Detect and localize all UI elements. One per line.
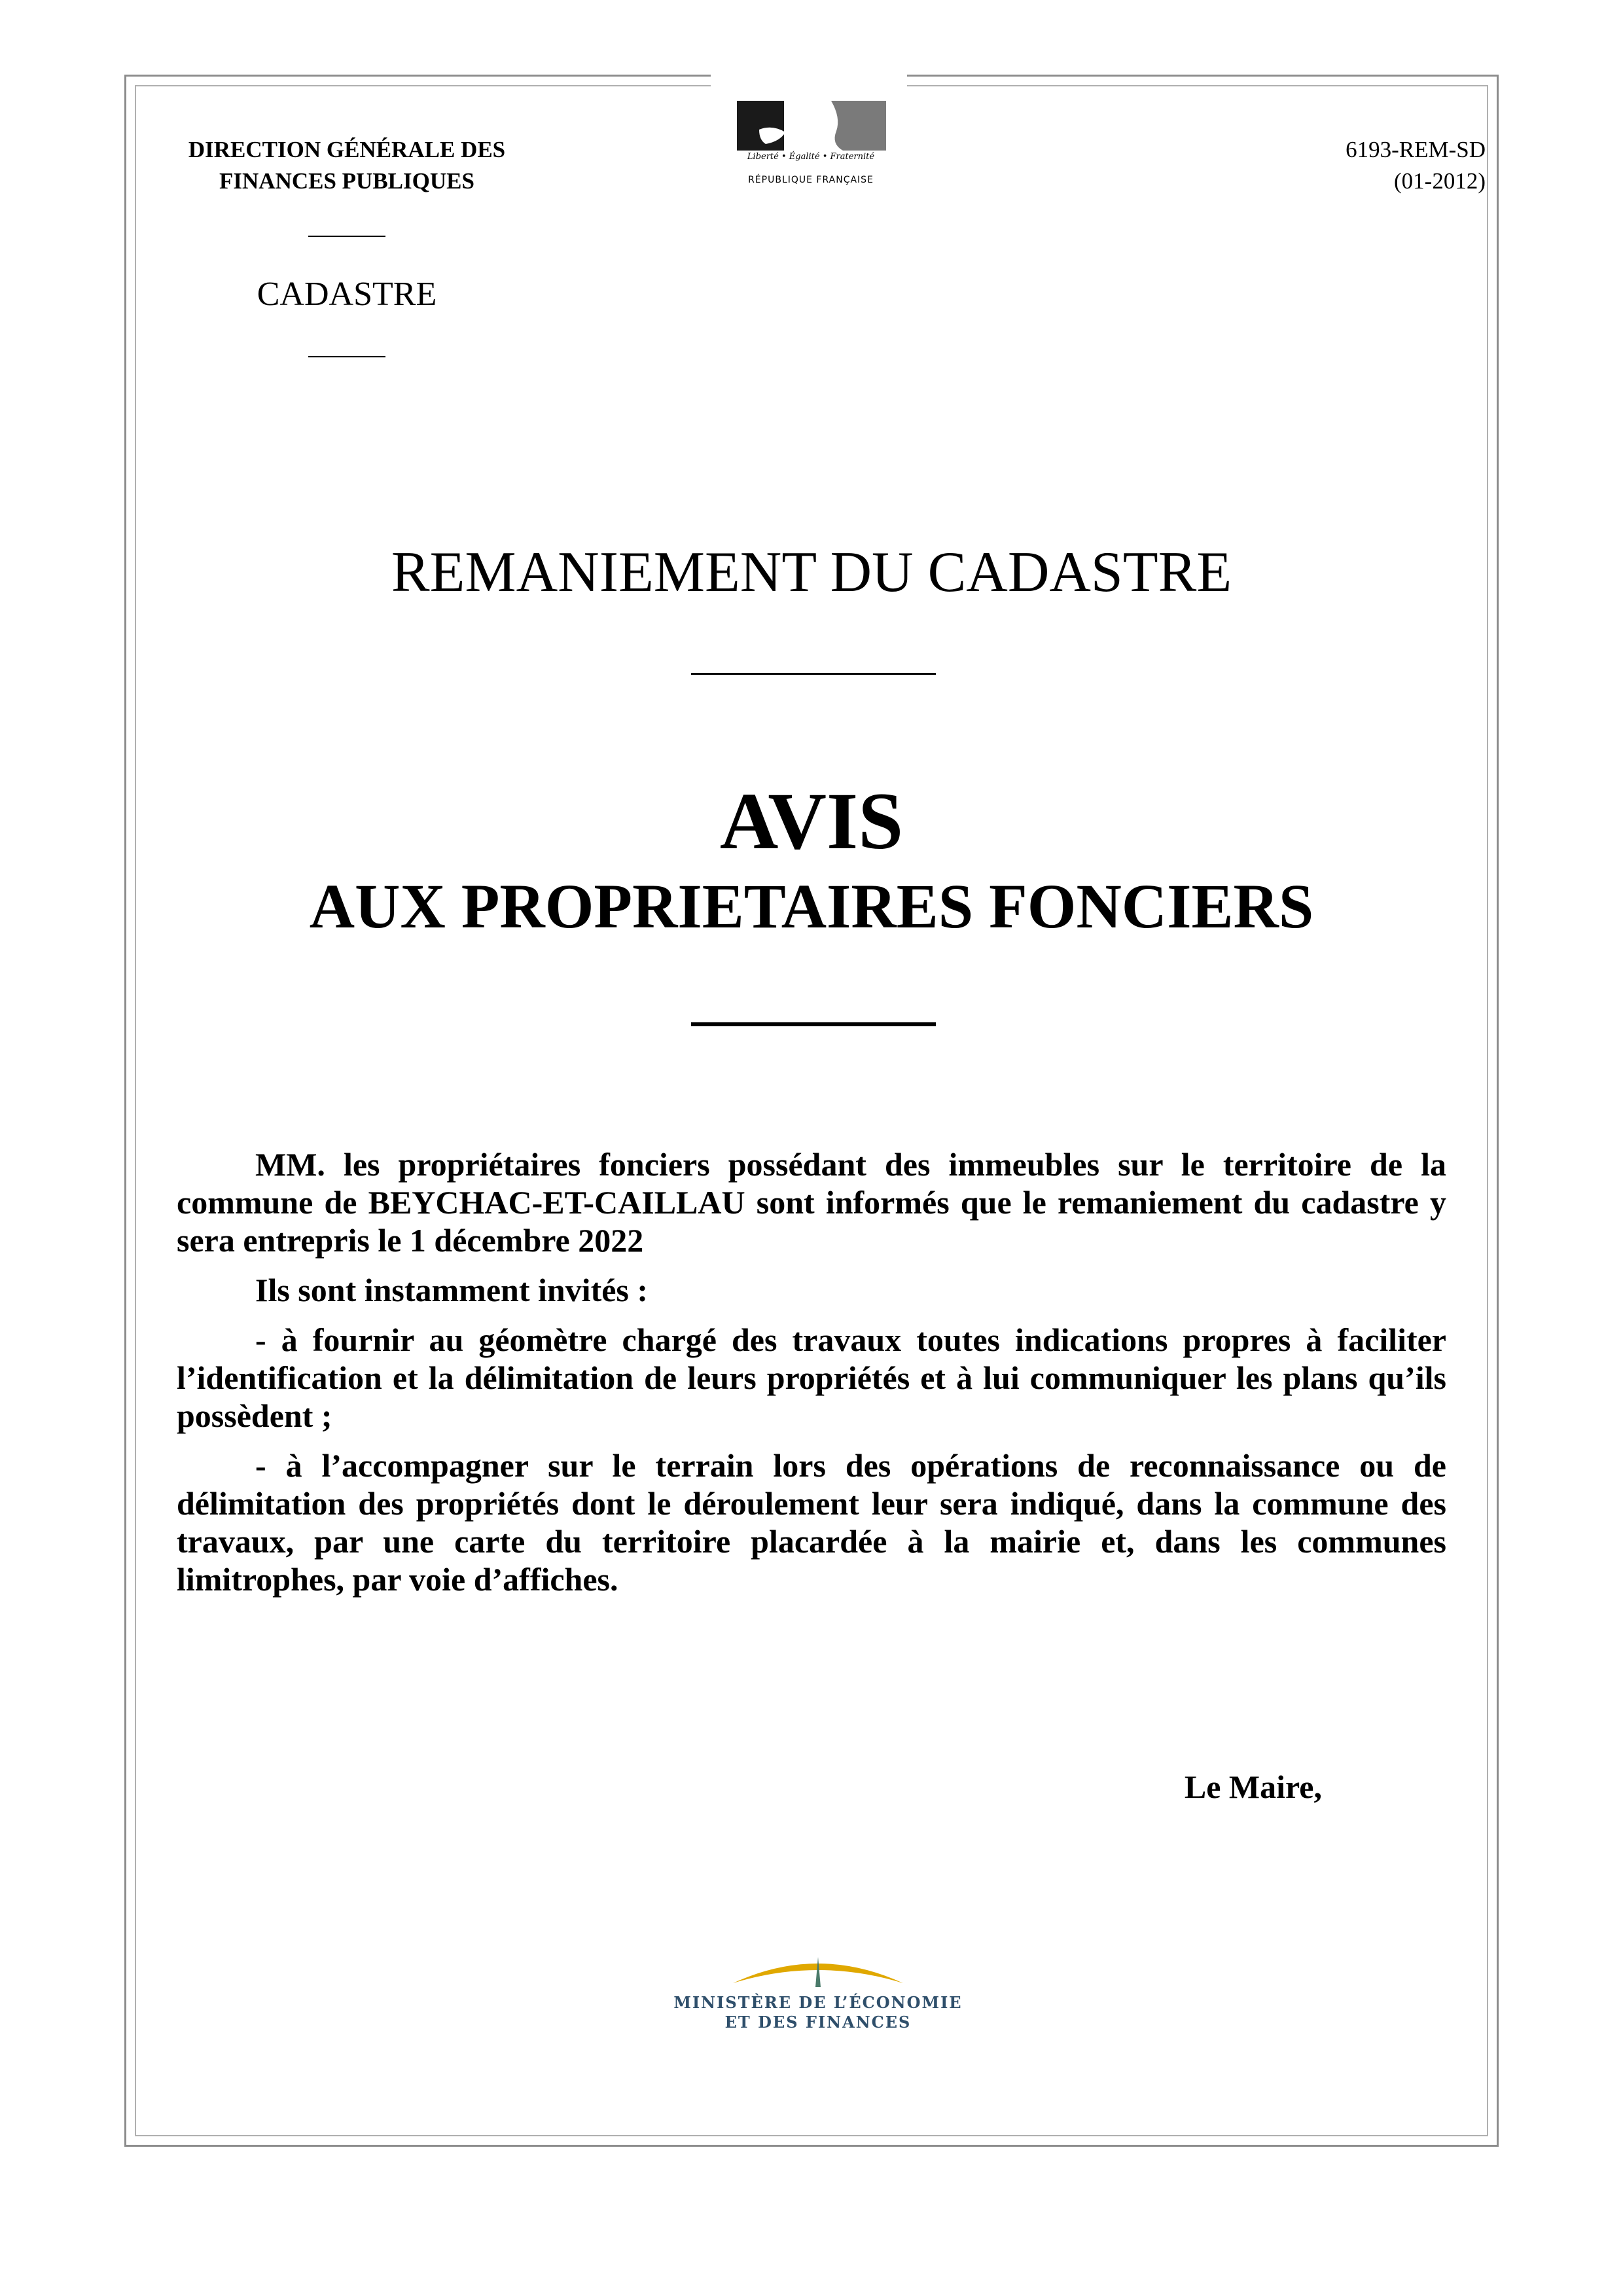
notice-subheading: AUX PROPRIETAIRES FONCIERS [309, 871, 1314, 941]
notice-heading: AVIS [719, 776, 904, 866]
separator-dash [308, 236, 385, 237]
logo-grey-block [831, 101, 886, 151]
body-paragraph: - à fournir au géomètre chargé des travaux toutes indications propres à faciliter l’identification et la délimitation de leurs propriétés et à lui communiquer les plans qu’ils possèdent ; [177, 1321, 1446, 1434]
signature: Le Maire, [1184, 1768, 1322, 1805]
title-rule [691, 673, 936, 675]
form-code: 6193-REM-SD [1346, 137, 1486, 162]
document-title: REMANIEMENT DU CADASTRE [391, 541, 1232, 604]
section-label: CADASTRE [257, 276, 437, 313]
ministry-line-2: ET DES FINANCES [724, 2013, 912, 2032]
logo-republic-name: RÉPUBLIQUE FRANÇAISE [748, 175, 874, 185]
issuing-authority [151, 134, 543, 197]
body-paragraph: Ils sont instamment invités : [255, 1272, 649, 1308]
authority-line-1: DIRECTION GÉNÉRALE DES [188, 137, 506, 162]
ministry-arc-icon [707, 1937, 929, 1990]
ministry-line-1: MINISTÈRE DE L’ÉCONOMIE [673, 1993, 963, 2012]
body-paragraph: - à l’accompagner sur le terrain lors des opérations de reconnaissance ou de délimitation des propriétés dont le déroulement leur sera indiqué, dans la commune des travaux, par une carte du territoire placardée à la mairie et, dans les communes limitrophes, par voie d’affiches. [177, 1447, 1446, 1598]
body-paragraph: MM. les propriétaires fonciers possédant des immeubles sur le territoire de la commune de BEYCHAC-ET-CAILLAU sont informés que le remaniement du cadastre y sera entrepris le 1 décembre 2022 [177, 1146, 1446, 1259]
logo-motto: Liberté • Égalité • Fraternité [747, 152, 875, 162]
ministry-name [654, 1993, 982, 2032]
separator-dash [308, 356, 385, 357]
logo-profile [784, 101, 831, 151]
heading-rule [691, 1022, 936, 1026]
form-reference [1243, 134, 1486, 197]
notice-body [177, 1145, 1446, 1610]
ministry-needle [815, 1957, 821, 1987]
page-border-inner [135, 85, 1488, 2136]
authority-line-2: FINANCES PUBLIQUES [219, 168, 474, 194]
logo-dark-block [737, 101, 784, 151]
form-date: (01-2012) [1394, 168, 1486, 194]
